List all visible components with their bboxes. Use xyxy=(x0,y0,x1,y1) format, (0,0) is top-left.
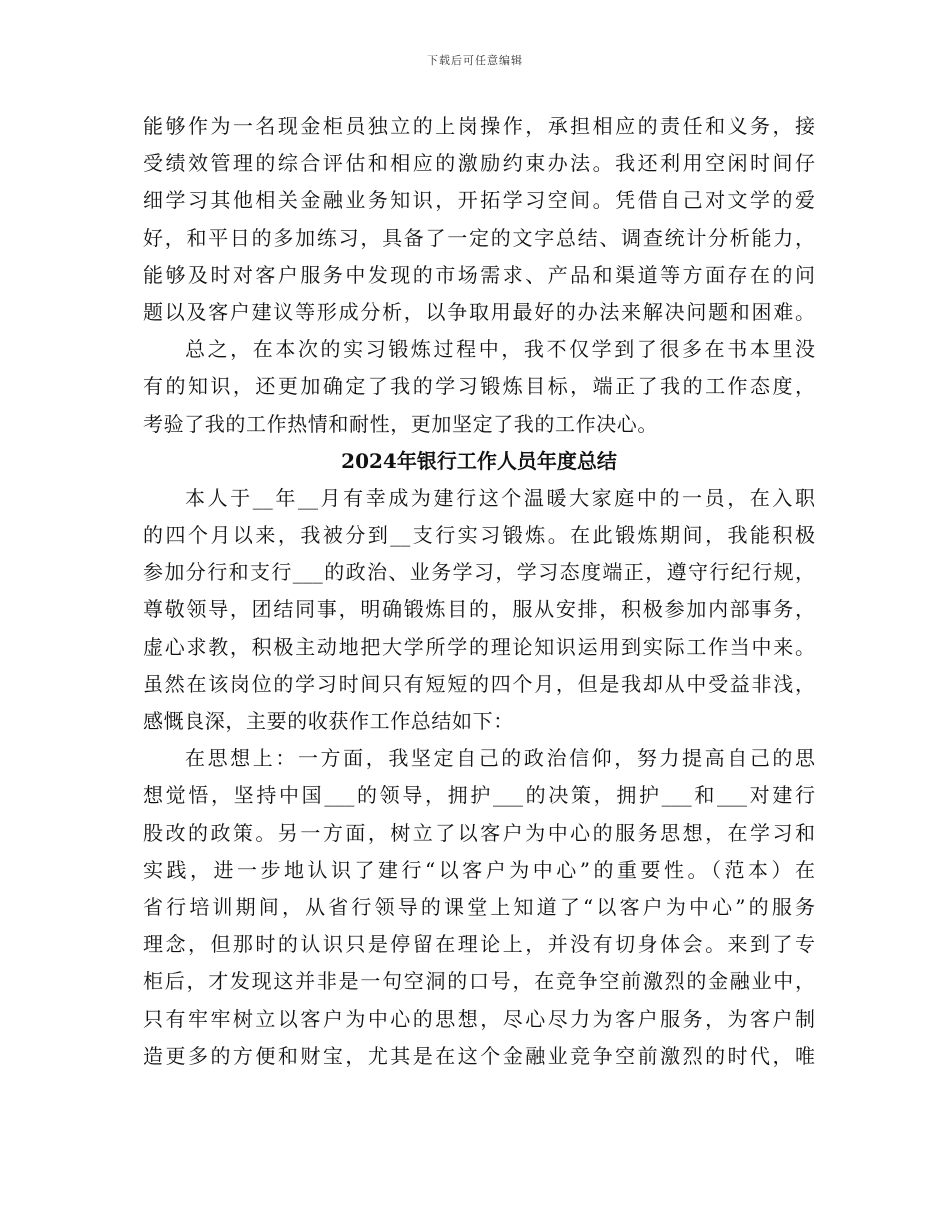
paragraph-line: 造更多的方便和财宝，尤其是在这个金融业竞争空前激烈的时代，唯 xyxy=(143,1043,815,1068)
paragraph-line: 实践，进一步地认识了建行“以客户为中心”的重要性。（范本）在 xyxy=(143,857,815,882)
paragraph-line: 参加分行和支行___的政治、业务学习，学习态度端正，遵守行纪行规， xyxy=(143,560,815,585)
paragraph-line: 能够作为一名现金柜员独立的上岗操作，承担相应的责任和义务，接 xyxy=(143,114,815,138)
paragraph-line: 想觉悟，坚持中国___的领导，拥护___的决策，拥护___和___对建行 xyxy=(143,783,815,808)
paragraph-line: 股改的政策。另一方面，树立了以客户为中心的服务思想，在学习和 xyxy=(143,820,815,845)
paragraph-line: 的四个月以来，我被分到__支行实习锻炼。在此锻炼期间，我能积极 xyxy=(143,523,815,548)
paragraph-line: 理念，但那时的认识只是停留在理论上，并没有切身体会。来到了专 xyxy=(143,932,815,957)
paragraph-line: 能够及时对客户服务中发现的市场需求、产品和渠道等方面存在的问 xyxy=(143,262,815,287)
document-body xyxy=(143,108,815,1075)
paragraph-line: 在思想上：一方面，我坚定自己的政治信仰，努力提高自己的思 xyxy=(185,746,815,771)
paragraph-line: 题以及客户建议等形成分析，以争取用最好的办法来解决问题和困难。 xyxy=(143,299,815,324)
paragraph-line: 只有牢牢树立以客户为中心的思想，尽心尽力为客户服务，为客户制 xyxy=(143,1006,815,1031)
paragraph-line: 总之，在本次的实习锻炼过程中，我不仅学到了很多在书本里没 xyxy=(185,337,815,362)
page-header: 下载后可任意编辑 xyxy=(427,54,523,67)
paragraph-line: 虚心求教，积极主动地把大学所学的理论知识运用到实际工作当中来。 xyxy=(143,634,815,659)
section-title: 2024年银行工作人员年度总结 xyxy=(341,448,617,473)
paragraph-line: 柜后，才发现这并非是一句空洞的口号，在竞争空前激烈的金融业中， xyxy=(143,969,815,994)
paragraph-line: 本人于__年__月有幸成为建行这个温暖大家庭中的一员，在入职 xyxy=(185,485,815,510)
paragraph-line: 有的知识，还更加确定了我的学习锻炼目标，端正了我的工作态度， xyxy=(143,374,815,399)
paragraph-line: 省行培训期间，从省行领导的课堂上知道了“以客户为中心”的服务 xyxy=(143,894,815,919)
paragraph-line: 好，和平日的多加练习，具备了一定的文字总结、调查统计分析能力， xyxy=(143,225,815,250)
paragraph-line: 虽然在该岗位的学习时间只有短短的四个月，但是我却从中受益非浅， xyxy=(143,671,815,696)
paragraph-line: 尊敬领导，团结同事，明确锻炼目的，服从安排，积极参加内部事务， xyxy=(143,597,815,622)
paragraph-line: 感慨良深，主要的收获作工作总结如下： xyxy=(143,709,514,733)
paragraph-line: 受绩效管理的综合评估和相应的激励约束办法。我还利用空闲时间仔 xyxy=(143,151,815,176)
paragraph-line: 细学习其他相关金融业务知识，开拓学习空间。凭借自己对文学的爱 xyxy=(143,188,815,213)
paragraph-line: 考验了我的工作热情和耐性，更加坚定了我的工作决心。 xyxy=(143,411,658,436)
